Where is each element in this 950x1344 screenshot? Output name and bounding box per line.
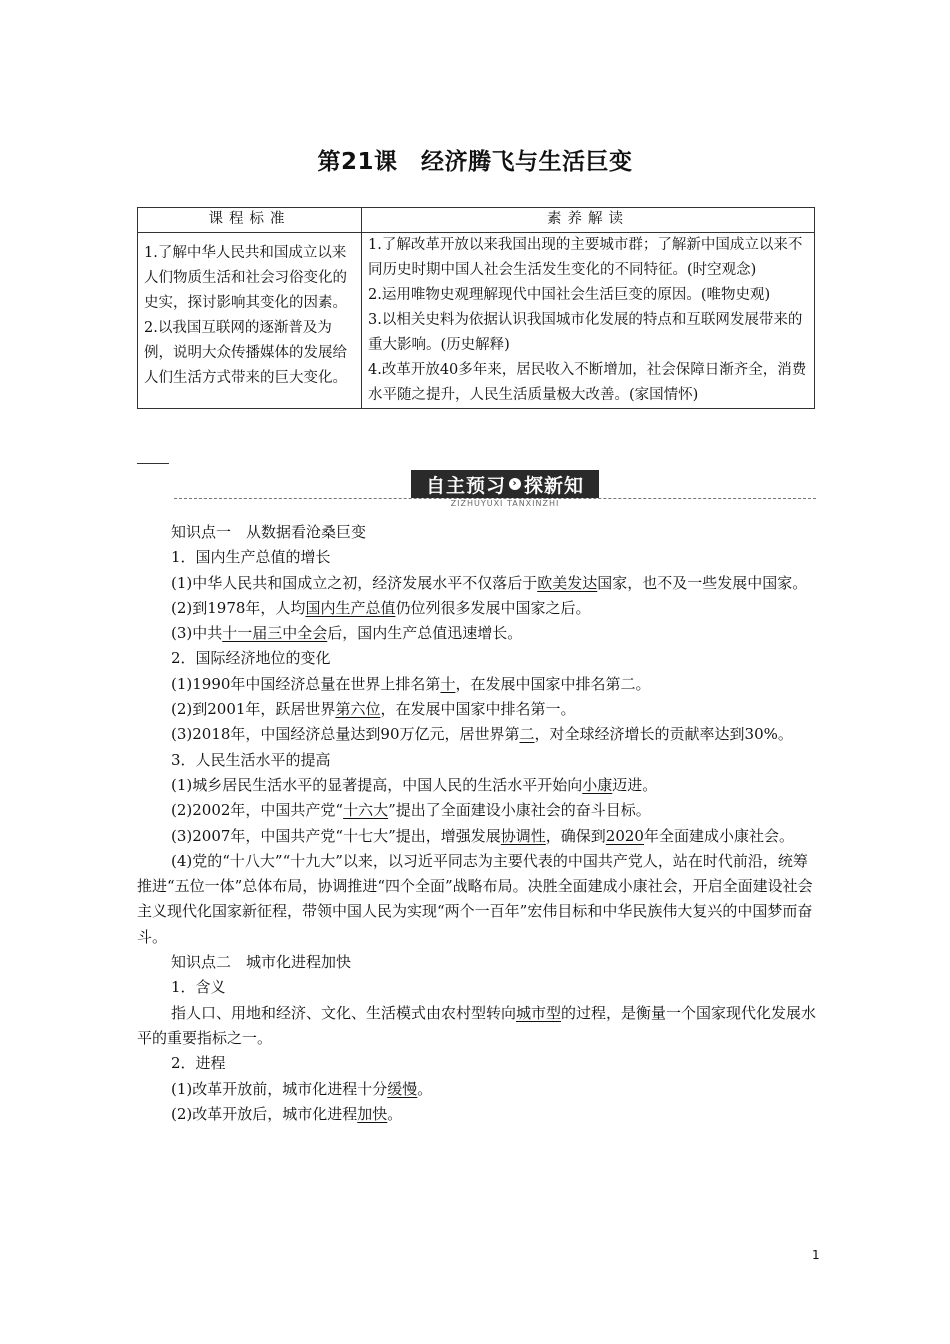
banner-left-text: 自主预习 <box>425 474 506 497</box>
paragraph: (1)中华人民共和国成立之初，经济发展水平不仅落后于欧美发达国家，也不及一些发展中国家。 <box>171 573 808 592</box>
banner-right-text: 探新知 <box>524 474 585 497</box>
subheading: 2．进程 <box>171 1054 226 1073</box>
banner-subtitle: ZIZHUYUXI TANXINZHI <box>450 499 560 508</box>
literacy-cell <box>362 233 815 409</box>
literacy-item: 2.运用唯物史观理解现代中国社会生活巨变的原因。(唯物史观) <box>368 287 771 303</box>
paragraph: (2)2002年，中国共产党“十六大”提出了全面建设小康社会的奋斗目标。 <box>171 801 651 820</box>
standard-item: 1.了解中华人民共和国成立以来人们物质生活和社会习俗变化的史实，探讨影响其变化的因素。 <box>144 245 347 311</box>
paragraph: (3)2018年，中国经济总量达到90万亿元，居世界第二，对全球经济增长的贡献率达到30%。 <box>171 725 793 744</box>
subheading: 3．人民生活水平的提高 <box>171 750 331 769</box>
paragraph: 指人口、用地和经济、文化、生活模式由农村型转向城市型的过程，是衡量一个国家现代化发展水平的重要指标之一。 <box>137 1003 817 1047</box>
standard-cell <box>138 233 362 409</box>
section-banner <box>174 470 816 510</box>
subheading: 1．国内生产总值的增长 <box>171 548 331 567</box>
lesson-title: 第21课 经济腾飞与生活巨变 <box>317 149 633 175</box>
header-standard: 课程标准 <box>138 208 362 233</box>
literacy-item: 3.以相关史料为依据认识我国城市化发展的特点和互联网发展带来的重大影响。(历史解释) <box>368 312 803 353</box>
page-number: 1 <box>812 1248 820 1262</box>
paragraph: (2)改革开放后，城市化进程加快。 <box>171 1104 403 1123</box>
main-content <box>137 520 817 1127</box>
knowledge-point-heading: 知识点二 城市化进程加快 <box>171 953 352 972</box>
literacy-item: 4.改革开放40多年来，居民收入不断增加，社会保障日渐齐全，消费水平随之提升，人民生活质量极大改善。(家国情怀) <box>368 362 807 403</box>
paragraph: (1)改革开放前，城市化进程十分缓慢。 <box>171 1079 433 1098</box>
paragraph: (3)中共十一届三中全会后，国内生产总值迅速增长。 <box>171 624 523 643</box>
standard-item: 2.以我国互联网的逐渐普及为例，说明大众传播媒体的发展给人们生活方式带来的巨大变化。 <box>144 320 347 386</box>
paragraph: (3)2007年，中国共产党“十七大”提出，增强发展协调性，确保到2020年全面建成小康社会。 <box>171 826 794 845</box>
arrow-icon: › <box>509 478 521 490</box>
paragraph: (1)城乡居民生活水平的显著提高，中国人民的生活水平开始向小康迈进。 <box>171 775 658 794</box>
paragraph: (2)到2001年，跃居世界第六位，在发展中国家中排名第一。 <box>171 700 576 719</box>
table-underline <box>137 463 169 464</box>
header-literacy: 素养解读 <box>362 208 815 233</box>
curriculum-table <box>137 207 815 409</box>
paragraph: (1)1990年中国经济总量在世界上排名第十，在发展中国家中排名第二。 <box>171 674 651 693</box>
subheading: 2．国际经济地位的变化 <box>171 649 331 668</box>
banner-box <box>411 470 599 498</box>
paragraph: (4)党的“十八大”“十九大”以来，以习近平同志为主要代表的中国共产党人，站在时代前沿，统筹推进“五位一体”总体布局，协调推进“四个全面”战略布局。决胜全面建成小康社会，开启全面建设社会主义现代化国家新征程，带领中国人民为实现“两个一百年”宏伟目标和中华民族伟大复兴的中国梦而奋斗。 <box>137 851 813 946</box>
literacy-item: 1.了解改革开放以来我国出现的主要城市群；了解新中国成立以来不同历史时期中国人社会生活发生变化的不同特征。(时空观念) <box>368 237 803 278</box>
paragraph: (2)到1978年，人均国内生产总值仍位列很多发展中国家之后。 <box>171 598 591 617</box>
subheading: 1．含义 <box>171 978 226 997</box>
knowledge-point-heading: 知识点一 从数据看沧桑巨变 <box>171 523 367 541</box>
